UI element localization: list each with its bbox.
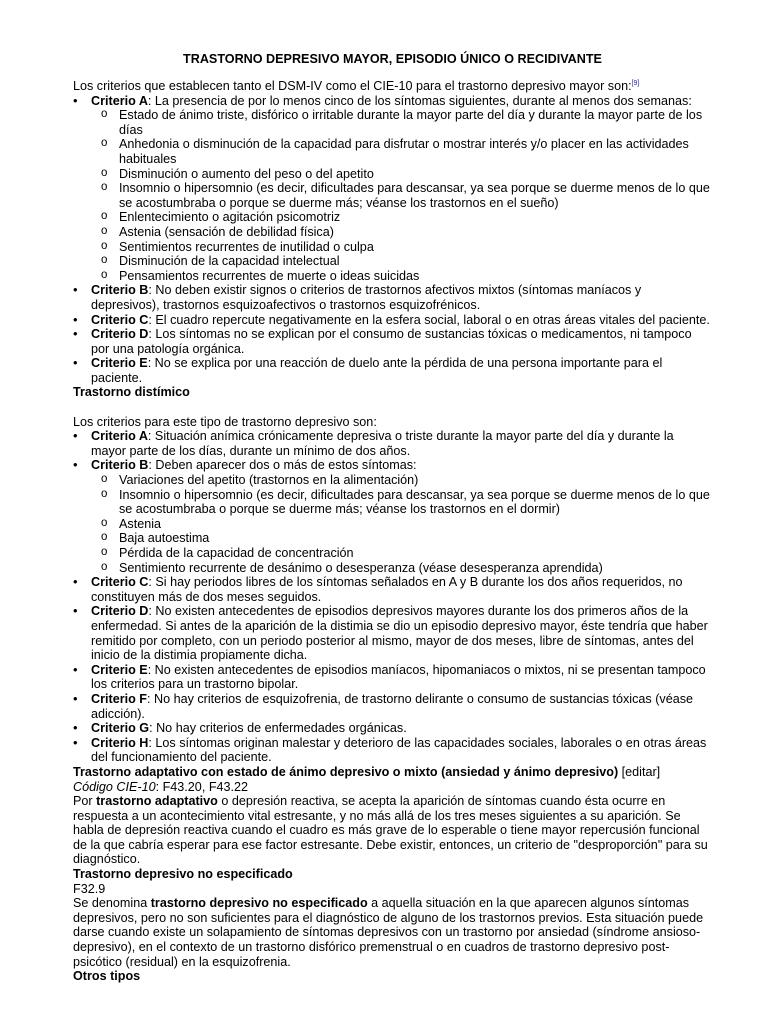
criterion-text: : Los síntomas no se explican por el consumo de sustancias tóxicas o medicamentos, ni tampoco por una patología orgánica. xyxy=(91,327,692,356)
list-item xyxy=(73,721,712,736)
unspecified-heading: Trastorno depresivo no especificado xyxy=(73,867,293,882)
list-item: o Sentimientos recurrentes de inutilidad o culpa xyxy=(91,240,712,255)
list-item xyxy=(73,283,712,312)
text-run: o depresión reactiva, se acepta la aparición de síntomas cuando ésta ocurre en respuesta a un acontecimiento vital estresante, y no más allá de los tres meses siguientes a su aparición. Se habla de depresión reactiva cuando el cuadro es más grave de lo esperable o tiene mayor repercusión funcional de la que cabría esperar para ese factor estresante. Debe existir, entonces, un criterio de "desproporción" para su diagnóstico. xyxy=(73,794,708,867)
criterion-label: Criterio B xyxy=(91,283,149,298)
symptom-list xyxy=(91,108,712,283)
list-item xyxy=(73,327,712,356)
list-item: o Pensamientos recurrentes de muerte o ideas suicidas xyxy=(91,269,712,284)
list-item: o Baja autoestima xyxy=(91,531,712,546)
intro-text: Los criterios que establecen tanto el DSM-IV como el CIE-10 para el trastorno depresivo mayor son: xyxy=(73,79,632,93)
list-item: o Anhedonia o disminución de la capacidad para disfrutar o mostrar interés y/o placer en las actividades habituales xyxy=(91,137,712,166)
list-item: o Estado de ánimo triste, disfórico o irritable durante la mayor parte del día y durante la mayor parte de los días xyxy=(91,108,712,137)
dysthymic-heading: Trastorno distímico xyxy=(73,385,190,400)
code-label: Código CIE-10 xyxy=(73,779,156,794)
criterion-label: Criterio H xyxy=(91,735,149,750)
spacer xyxy=(73,400,712,415)
text-run: Se denomina xyxy=(73,896,151,911)
list-item xyxy=(73,429,712,458)
list-item xyxy=(73,692,712,721)
criterion-text: : Situación anímica crónicamente depresiva o triste durante la mayor parte del día y durante la mayor parte de los días, durante un mínimo de dos años. xyxy=(91,429,674,458)
criterion-text: : No deben existir signos o criterios de trastornos afectivos mixtos (síntomas maníacos y depresivos), trastornos esquizoafectivos o trastornos esquizofrénicos. xyxy=(91,283,642,312)
criterion-label: Criterio A xyxy=(91,93,148,108)
document-title: TRASTORNO DEPRESIVO MAYOR, EPISODIO ÚNICO O RECIDIVANTE xyxy=(183,52,602,66)
text-run: a aquella situación en la que aparecen algunos síntomas depresivos, pero no son suficientes para el diagnóstico de alguno de los trastornos previos. Esta situación puede darse cuando existe un solapamiento de síntomas depresivos con un trastorno por ansiedad (síndrome ansioso-depresivo), en el contexto de un trastorno disfórico premenstrual o en cuadros de trastorno depresivo post-psicótico (residual) en la esquizofrenia. xyxy=(73,896,704,969)
bold-term: trastorno depresivo no especificado xyxy=(150,896,368,911)
dysthymic-criteria-list xyxy=(73,429,712,765)
criterion-text: : Deben aparecer dos o más de estos síntomas: xyxy=(148,458,417,473)
reference-link[interactable]: [9] xyxy=(631,80,640,87)
list-item: o Insomnio o hipersomnio (es decir, dificultades para descansar, ya sea porque se duerme menos de lo que se acostumbraba o porque se duerme más; véanse los trastornos en el sueño) xyxy=(91,181,712,210)
symptom-list xyxy=(91,473,712,575)
list-item xyxy=(73,458,712,575)
criterion-label: Criterio E xyxy=(91,662,148,677)
list-item xyxy=(73,604,712,662)
intro-paragraph xyxy=(73,79,712,94)
criterion-label: Criterio A xyxy=(91,429,148,444)
unspecified-paragraph xyxy=(73,896,712,969)
criterion-label: Criterio C xyxy=(91,312,149,327)
list-item xyxy=(73,663,712,692)
criterion-label: Criterio D xyxy=(91,604,149,619)
code-line: F32.9 xyxy=(73,881,106,896)
criterion-text: : No existen antecedentes de episodios maníacos, hipomaniacos o mixtos, ni se presentan tampoco los criterios para un trastorno bipolar. xyxy=(91,662,706,692)
section-heading xyxy=(73,765,712,780)
criterion-text: : No hay criterios de enfermedades orgánicas. xyxy=(149,721,407,736)
adaptive-heading: Trastorno adaptativo con estado de ánimo depresivo o mixto (ansiedad y ánimo depresivo) xyxy=(73,764,619,779)
dysthymic-intro: Los criterios para este tipo de trastorno depresivo son: xyxy=(73,414,377,429)
criterion-label: Criterio F xyxy=(91,691,147,706)
criterion-label: Criterio E xyxy=(91,356,148,371)
list-item: o Variaciones del apetito (trastornos en la alimentación) xyxy=(91,473,712,488)
criterion-text: : La presencia de por lo menos cinco de los síntomas siguientes, durante al menos dos semanas: xyxy=(147,93,692,108)
adaptive-paragraph xyxy=(73,794,712,867)
bold-term: trastorno adaptativo xyxy=(96,794,218,809)
criterion-label: Criterio D xyxy=(91,327,149,342)
list-item: o Astenia (sensación de debilidad física) xyxy=(91,225,712,240)
list-item xyxy=(73,575,712,604)
criterion-label: Criterio C xyxy=(91,575,149,590)
criterion-text: : No existen antecedentes de episodios depresivos mayores durante los dos primeros años de la enfermedad. Si antes de la aparición de la distimia se dio un episodio depresivo mayor, éste tendría que haber remitido por completo, con un periodo posterior al mismo, mayor de dos meses, libre de síntomas, antes del inicio de la distimia propiamente dicha. xyxy=(91,604,708,663)
criterion-text: : El cuadro repercute negativamente en la esfera social, laboral o en otras áreas vitales del paciente. xyxy=(148,312,710,327)
criterion-text: : No hay criterios de esquizofrenia, de trastorno delirante o consumo de sustancias tóxicas (véase adicción). xyxy=(91,691,693,721)
list-item: o Enlentecimiento o agitación psicomotriz xyxy=(91,210,712,225)
list-item xyxy=(73,313,712,328)
edit-link[interactable]: [editar] xyxy=(621,764,661,779)
list-item: o Disminución o aumento del peso o del apetito xyxy=(91,167,712,182)
list-item: o Pérdida de la capacidad de concentración xyxy=(91,546,712,561)
criterion-text: : Si hay periodos libres de los síntomas señalados en A y B durante los dos años requeridos, no constituyen más de dos meses seguidos. xyxy=(91,575,683,604)
section-heading xyxy=(73,385,712,400)
list-item xyxy=(73,356,712,385)
list-item: o Disminución de la capacidad intelectual xyxy=(91,254,712,269)
criterion-label: Criterio G xyxy=(91,721,150,736)
others-heading: Otros tipos xyxy=(73,969,141,984)
list-item xyxy=(73,94,712,284)
list-item: o Insomnio o hipersomnio (es decir, dificultades para descansar, ya sea porque se duerme menos de lo que se acostumbraba o porque se duerme más; véanse los trastornos en el dormir) xyxy=(91,488,712,517)
code-value: : F43.20, F43.22 xyxy=(155,779,249,794)
text-run: Por xyxy=(73,794,97,809)
section-heading xyxy=(73,969,712,984)
major-criteria-list xyxy=(73,94,712,386)
code-line xyxy=(73,780,712,795)
list-item: o Astenia xyxy=(91,517,712,532)
list-item xyxy=(73,736,712,765)
section-heading xyxy=(73,867,712,882)
criterion-label: Criterio B xyxy=(91,458,149,473)
criterion-text: : No se explica por una reacción de duelo ante la pérdida de una persona importante para el paciente. xyxy=(91,356,663,385)
list-item: o Sentimiento recurrente de desánimo o desesperanza (véase desesperanza aprendida) xyxy=(91,561,712,576)
criterion-text: : Los síntomas originan malestar y deterioro de las capacidades sociales, laborales o en otras áreas del funcionamiento del paciente. xyxy=(91,735,707,765)
